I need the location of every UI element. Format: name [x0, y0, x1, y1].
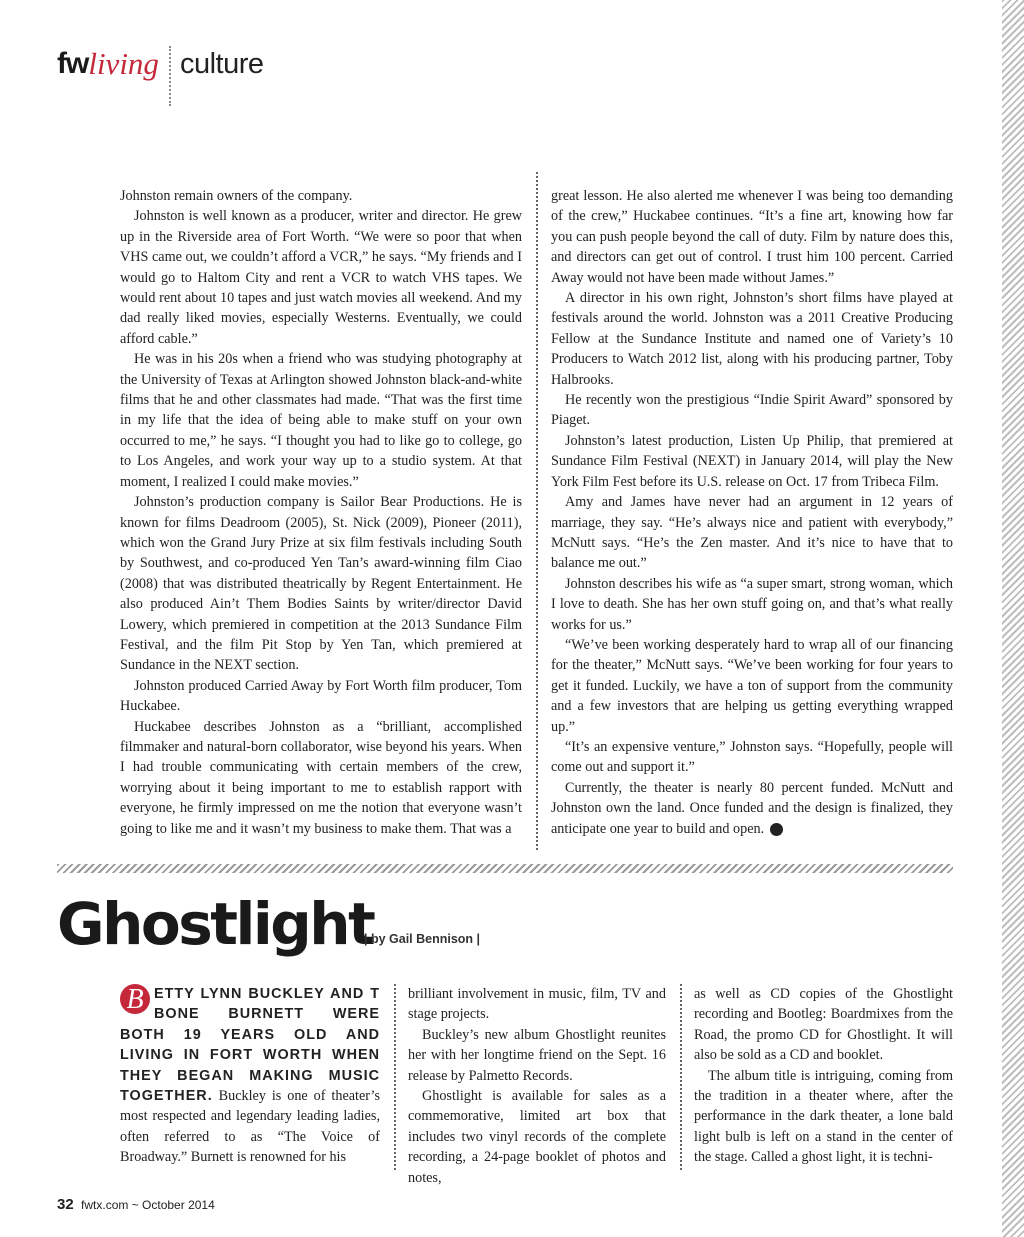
page-number: 32 [57, 1196, 74, 1213]
article1-column-left [120, 186, 522, 839]
paragraph: Huckabee describes Johnston as a “brilliant, accomplished filmmaker and natural-born collaborator, wise beyond his years. When I had trouble communicating with certain members of the crew, worrying about it being important to me to establish rapport with everyone, he firmly impressed on me the notion that everyone wasn’t going to like me and it wasn’t my business to make them. That was a [120, 718, 522, 837]
paragraph: Johnston’s production company is Sailor Bear Productions. He is known for films Deadroom (2005), St. Nick (2009), Pioneer (2011), which won the Grand Jury Prize at six film festivals including South by Southwest, and co-produced Yen Tan’s award-winning film Ciao (2008) that was distributed theatrically by Regent Entertainment. He also produced Ain’t Them Bodies Saints by writer/director David Lowery, which premiered in competition at the 2013 Sundance Film Festival, and the film Pit Stop by Yen Tan, which premiered at Sundance in the NEXT section. [120, 494, 522, 674]
headline: Ghostlight [57, 890, 374, 958]
paragraph: He recently won the prestigious “Indie Spirit Award” sponsored by Piaget. [551, 392, 953, 429]
paragraph-text: Currently, the theater is nearly 80 percent funded. McNutt and Johnston own the land. Once funded and the design is finalized, they anticipate one year to build and open. [551, 779, 953, 837]
paragraph: Johnston is well known as a producer, writer and director. He grew up in the Riverside area of Fort Worth. “We were so poor that when VHS came out, we couldn’t afford a VCR,” he says. “My friends and I would go to Haltom City and rent a VCR to watch VHS tapes. We would rent about 10 tapes and just watch movies all weekend. And my dad really liked movies, especially Westerns. Eventually, we could afford cable.” [120, 208, 522, 347]
paragraph-last [551, 778, 953, 839]
column-divider [394, 984, 396, 1170]
column-divider [536, 172, 538, 850]
paragraph: Ghostlight is available for sales as a commemorative, limited art box that includes two vinyl records of the complete recording, a 24-page booklet of photos and notes, [408, 1088, 666, 1186]
paragraph: A director in his own right, Johnston’s short films have played at festivals around the world. Johnston was a 2011 Creative Producing Fellow at the Sundance Institute and named one of Variety’s 10 Producers to Watch 2012 list, along with his producing partner, Toby Halbrooks. [551, 290, 953, 388]
dropcap: B [120, 984, 150, 1014]
column-divider [680, 984, 682, 1170]
byline: | by Gail Bennison | [364, 932, 481, 946]
lead-text: ETTY LYNN BUCKLEY AND T BONE BURNETT WERE BOTH 19 YEARS OLD AND LIVING IN FORT WORTH WHEN THEY BEGAN MAKING MUSIC TOGETHER. [120, 986, 380, 1105]
masthead-divider [169, 46, 172, 106]
paragraph: brilliant involvement in music, film, TV and stage projects. [408, 986, 666, 1023]
brand-living: living [88, 46, 159, 81]
masthead [57, 44, 263, 104]
paragraph: Johnston’s latest production, Listen Up Philip, that premiered at Sundance Film Festival (NEXT) in January 2014, will play the New York Film Fest before its U.S. release on Oct. 17 from Tribeca Film. [551, 432, 953, 490]
brand-fw: fw [57, 47, 89, 80]
article2-column-3 [694, 984, 953, 1168]
paragraph: great lesson. He also alerted me whenever I was being too demanding of the crew,” Huckabee continues. “It’s a fine art, knowing how far you can push people beyond the call of duty. Film by nature does this, and directors can get out of control. I trust him 100 percent. Carried Away would not have been made without James.” [551, 188, 953, 286]
decorative-hatch-border [1002, 0, 1024, 1237]
section-label: culture [179, 48, 264, 80]
article2-column-1 [120, 984, 380, 1168]
paragraph: Amy and James have never had an argument in 12 years of marriage, they say. “He’s always nice and patient with everybody,” McNutt says. “He’s the Zen master. And it’s nice to have that to balance me out.” [551, 494, 953, 572]
article1-column-right [551, 186, 953, 839]
issue-info: fwtx.com ~ October 2014 [81, 1198, 215, 1212]
paragraph: He was in his 20s when a friend who was studying photography at the University of Texas at Arlington showed Johnston black-and-white films that he and other classmates had made. “That was the first time in my life that the idea of being able to make stuff on your own occurred to me,” he says. “I thought you had to like go to college, go to Los Angeles, and work your way up to a studio system. At that moment, I realized I could make movies.” [120, 351, 522, 490]
paragraph: as well as CD copies of the Ghostlight recording and Bootleg: Boardmixes from the Road, the promo CD for Ghostlight. It will also be sold as a CD and booklet. [694, 986, 953, 1064]
paragraph: The album title is intriguing, coming from the tradition in a theater where, after the performance in the dark theater, a lone bald light bulb is left on a stand in the center of the stage. Called a ghost light, it is techni- [694, 1067, 953, 1166]
lead-rest: Buckley is one of theater’s most respected and legendary leading ladies, often referred to as “The Voice of Broadway.” Burnett is renowned for his [120, 1088, 380, 1166]
section-divider [57, 864, 953, 873]
paragraph: Johnston describes his wife as “a super smart, strong woman, which I love to death. She has her own stuff going on, and that’s what really works for us.” [551, 575, 953, 633]
paragraph: “It’s an expensive venture,” Johnston says. “Hopefully, people will come out and support it.” [551, 738, 953, 776]
page-footer [57, 1196, 215, 1213]
paragraph: Buckley’s new album Ghostlight reunites her with her longtime friend on the Sept. 16 release by Palmetto Records. [408, 1026, 666, 1084]
article2-column-2 [408, 984, 666, 1188]
paragraph: Johnston remain owners of the company. [120, 188, 353, 204]
lead-paragraph [120, 984, 380, 1168]
end-mark-icon: fw [770, 823, 783, 836]
paragraph: Johnston produced Carried Away by Fort Worth film producer, Tom Huckabee. [120, 677, 522, 715]
paragraph: “We’ve been working desperately hard to wrap all of our financing for the theater,” McNutt says. “We’ve been working for four years to get it funded. Luckily, we have a ton of support from the community and a few investors that are helping us getting everything wrapped up.” [551, 636, 953, 735]
